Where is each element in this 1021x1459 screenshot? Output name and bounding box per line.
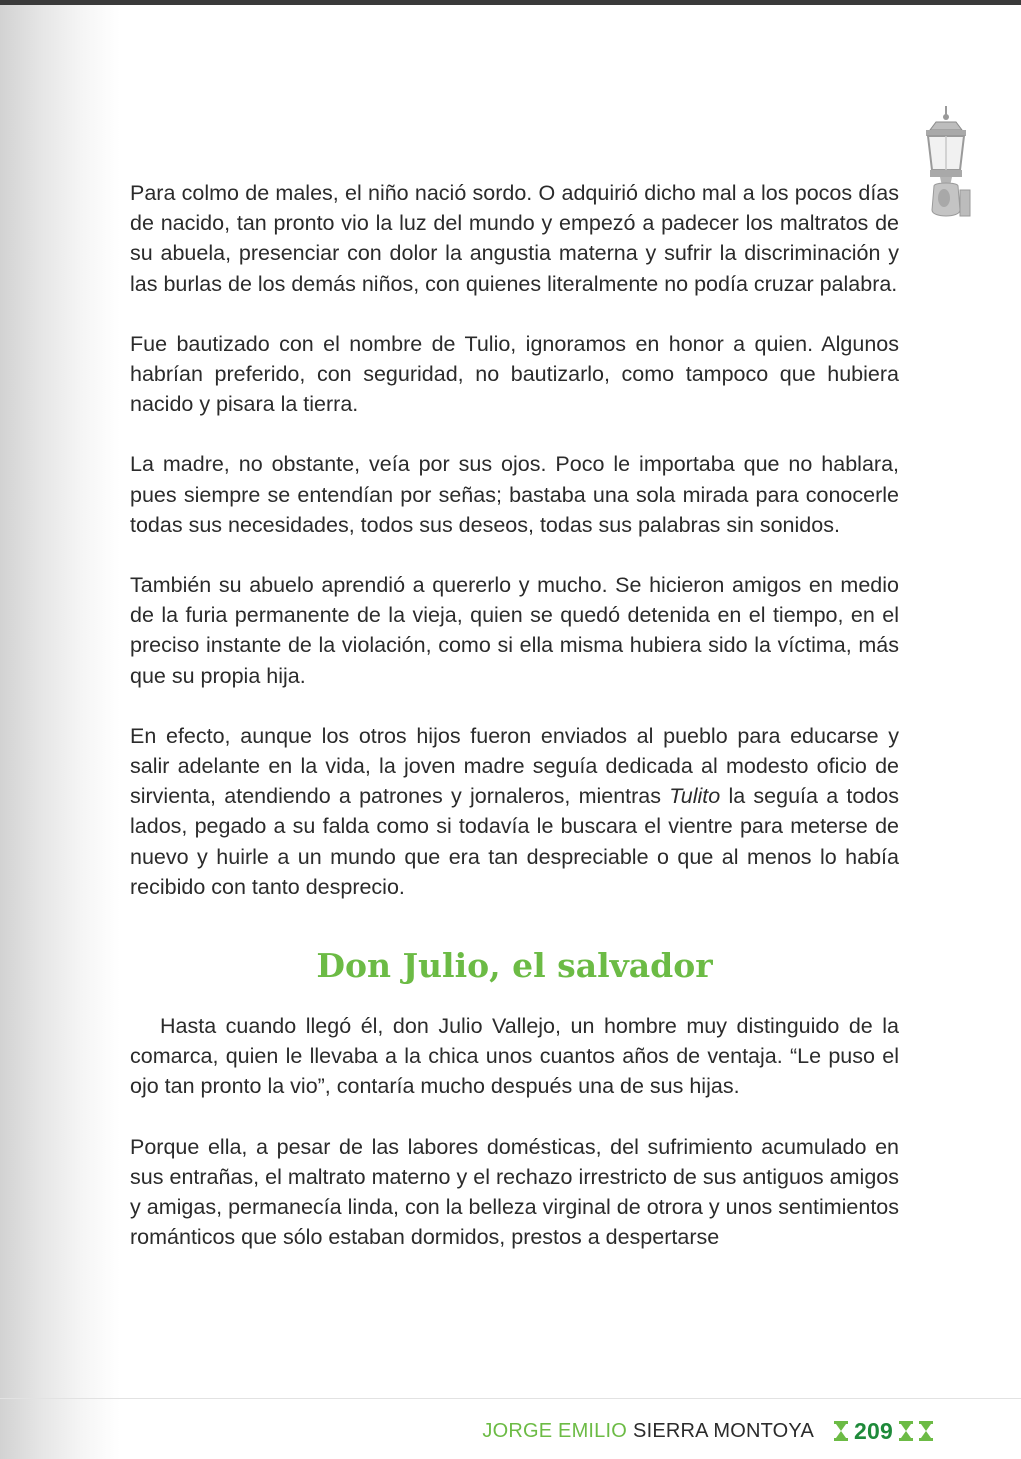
page-footer	[482, 1416, 933, 1446]
top-border	[0, 0, 1021, 5]
author-first-name: JORGE EMILIO	[482, 1419, 628, 1442]
paragraph: Para colmo de males, el niño nació sordo. O adquirió dicho mal a los pocos días de nacido, tan pronto vio la luz del mundo y empezó a padecer los maltratos de su abuela, presenciar con dolor la angustia materna y sufrir la discriminación y las burlas de los demás niños, con quienes literalmente no podía cruzar palabra.	[130, 181, 899, 296]
paragraph: Hasta cuando llegó él, don Julio Vallejo, un hombre muy distinguido de la comarca, quien le llevaba a la chica unos cuantos años de ventaja. “Le puso el ojo tan pronto la vio”, contaría mucho después una de sus hijas.	[130, 1014, 899, 1099]
paragraph: La madre, no obstante, veía por sus ojos. Poco le importaba que no hablara, pues siempre se entendían por señas; bastaba una sola mirada para conocerle todas sus necesidades, todos sus deseos, todas sus palabras sin sonidos.	[130, 452, 899, 537]
paragraph: Fue bautizado con el nombre de Tulio, ignoramos en honor a quien. Algunos habrían preferido, con seguridad, no bautizarlo, como tampoco que hubiera nacido y pisara la tierra.	[130, 331, 899, 417]
footer-divider	[0, 1398, 1021, 1399]
paragraph-text: la seguía a todos lados, pegado a su falda como si todavía le buscara el vientre para meterse de nuevo y huirle a un mundo que era tan despreciable o que al menos lo había recibido con tanto desprecio.	[130, 784, 899, 899]
section-heading: Don Julio, el salvador	[316, 946, 713, 986]
hourglass-icon	[834, 1421, 848, 1441]
paragraph-text: En efecto, aunque los otros hijos fueron enviados al pueblo para educarse y salir adelante en la vida, la joven madre seguía dedicada al modesto oficio de sirvienta, atendiendo a patrones y jornaleros, mientras	[130, 723, 899, 809]
author-last-name: SIERRA MONTOYA	[633, 1419, 815, 1442]
page-number: 209	[854, 1417, 893, 1444]
hourglass-icon	[899, 1421, 913, 1441]
paragraph: También su abuelo aprendió a quererlo y mucho. Se hicieron amigos en medio de la furia permanente de la vieja, quien se quedó detenida en el tiempo, en el preciso instante de la violación, como si ella misma hubiera sido la víctima, más que su propia hija.	[130, 573, 899, 688]
italic-name: Tulito	[669, 784, 721, 809]
paragraph	[130, 721, 899, 902]
page-gutter-shadow	[0, 0, 120, 1459]
paragraph: Porque ella, a pesar de las labores domésticas, del sufrimiento acumulado en sus entrañas, el maltrato materno y el rechazo irrestricto de sus antiguos amigos y amigas, permanecía linda, con la belleza virginal de otrora y unos sentimientos románticos que sólo estaban dormidos, prestos a despertarse	[130, 1134, 899, 1250]
hourglass-icon	[919, 1421, 933, 1441]
street-lamp-icon	[918, 106, 974, 224]
main-text	[130, 178, 899, 1282]
